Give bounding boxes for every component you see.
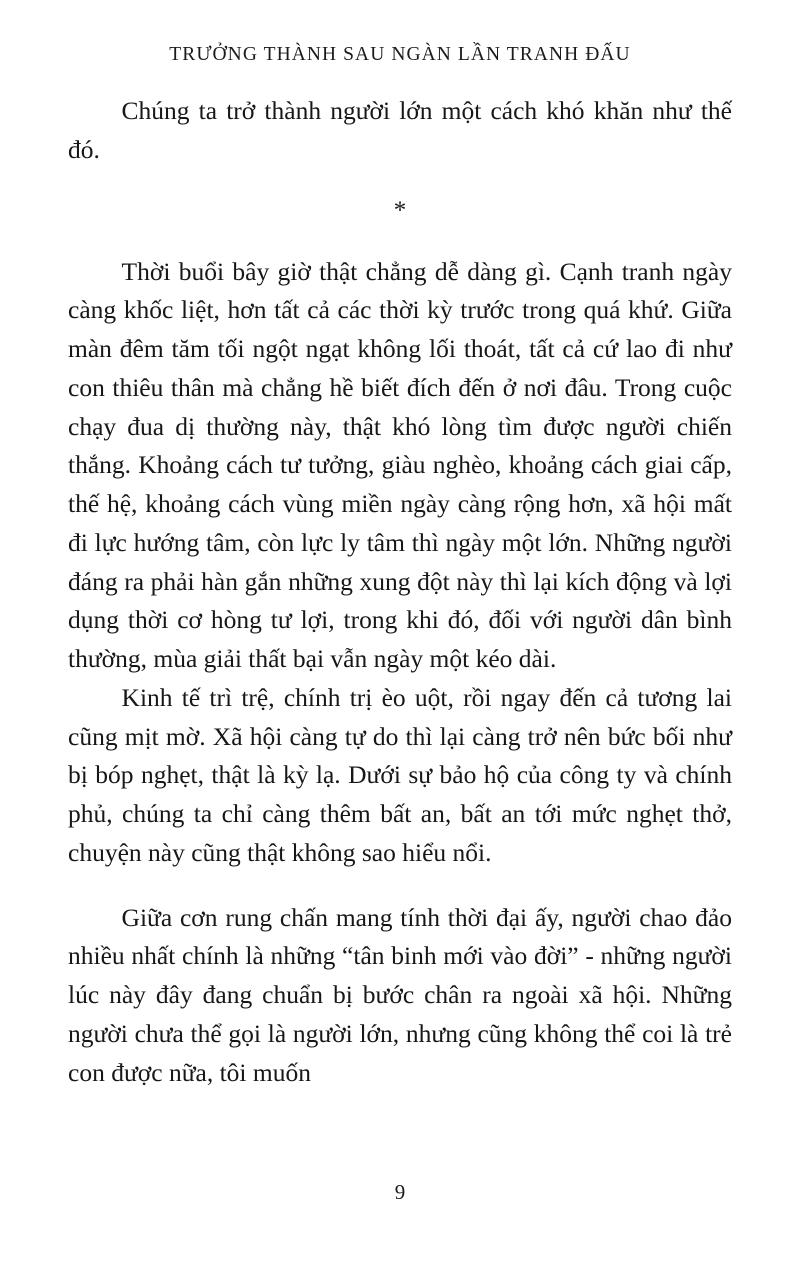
paragraph-4-wrapper [68,899,732,1093]
running-head: TRƯỞNG THÀNH SAU NGÀN LẦN TRANH ĐẤU [169,44,631,65]
paragraph-gap [68,873,732,899]
paragraph-3: Kinh tế trì trệ, chính trị èo uột, rồi ngay đến cả tương lai cũng mịt mờ. Xã hội càng tự do thì lại càng trở nên bức bối như bị bóp nghẹt, thật là kỳ lạ. Dưới sự bảo hộ của công ty và chính phủ, chúng ta chỉ càng thêm bất an, bất an tới mức nghẹt thở, chuyện này cũng thật không sao hiểu nổi. [68,682,732,867]
page-body [68,92,732,1092]
paragraph-1: Chúng ta trở thành người lớn một cách khó khăn như thế đó. [68,96,732,164]
section-separator: * [393,196,407,224]
page-number: 9 [394,1180,406,1204]
paragraph-4: Giữa cơn rung chấn mang tính thời đại ấy, người chao đảo nhiều nhất chính là những “tân binh mới vào đời” - những người lúc này đây đang chuẩn bị bước chân ra ngoài xã hội. Những người chưa thể gọi là người lớn, nhưng cũng không thể coi là trẻ con được nữa, tôi muốn [68,902,732,1087]
paragraph-2: Thời buổi bây giờ thật chẳng dễ dàng gì. Cạnh tranh ngày càng khốc liệt, hơn tất cả các thời kỳ trước trong quá khứ. Giữa màn đêm tăm tối ngột ngạt không lối thoát, tất cả cứ lao đi như con thiêu thân mà chẳng hề biết đích đến ở nơi đâu. Trong cuộc chạy đua dị thường này, thật khó lòng tìm được người chiến thắng. Khoảng cách tư tưởng, giàu nghèo, khoảng cách giai cấp, thế hệ, khoảng cách vùng miền ngày càng rộng hơn, xã hội mất đi lực hướng tâm, còn lực ly tâm thì ngày một lớn. Những người đáng ra phải hàn gắn những xung đột này thì lại kích động và lợi dụng thời cơ hòng tư lợi, trong khi đó, đối với người dân bình thường, mùa giải thất bại vẫn ngày một kéo dài. [68,256,732,673]
